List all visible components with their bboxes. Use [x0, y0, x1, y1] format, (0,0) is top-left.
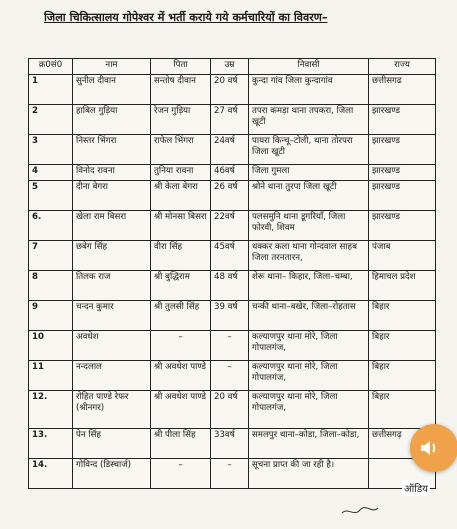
cell-sno: 13.: [29, 429, 73, 459]
cell-address: चन्की थाना–बखेर, जिला–रोहतास: [249, 301, 369, 331]
cell-address: सूचना प्राप्त की जा रही है।: [249, 459, 369, 489]
cell-state: झारखण्ड: [369, 165, 436, 181]
cell-age: 24वर्ष: [211, 135, 249, 165]
cell-sno: 11: [29, 361, 73, 391]
cell-address: श्रोने थाना तुरपा जिला खूटी: [249, 181, 369, 211]
cell-age: 39 वर्ष: [211, 301, 249, 331]
cell-name: निस्तर भिंगरा: [73, 135, 151, 165]
table-row: [29, 271, 436, 301]
cell-state: झारखण्ड: [369, 135, 436, 165]
cell-age: 27 वर्ष: [211, 105, 249, 135]
cell-sno: 6.: [29, 211, 73, 241]
cell-address: धक्कर कला थाना गोन्दवाल साहब जिला तरनतारन,: [249, 241, 369, 271]
cell-father: वीरा सिंह: [151, 241, 211, 271]
header-father: पिता: [151, 59, 211, 75]
cell-father: सन्तोष दीवान: [151, 75, 211, 105]
cell-name: पेन सिंह: [73, 429, 151, 459]
cell-state: बिहार: [369, 361, 436, 391]
cell-father: श्री बुद्धिराम: [151, 271, 211, 301]
cell-state: बिहार: [369, 391, 436, 429]
cell-father: श्री अवधेश पाण्डे: [151, 361, 211, 391]
table-body: [29, 75, 436, 489]
cell-age: 20 वर्ष: [211, 391, 249, 429]
cell-age: 26 वर्ष: [211, 181, 249, 211]
table-row: [29, 429, 436, 459]
cell-address: पलसमुनि थाना डूगरियाँ, जिला फोरवी, शिवम: [249, 211, 369, 241]
cell-address: शेरू थाना– किहार, जिला–चम्बा,: [249, 271, 369, 301]
cell-father: श्री अवधेश पाण्डे: [151, 391, 211, 429]
cell-sno: 8: [29, 271, 73, 301]
table-row: [29, 331, 436, 361]
cell-name: रोहित पाण्डे रेफर (श्रीनगर): [73, 391, 151, 429]
table-row: [29, 211, 436, 241]
cell-age: 45वर्ष: [211, 241, 249, 271]
cell-father: श्री तुलसी सिंह: [151, 301, 211, 331]
cell-name: गोविन्द (डिस्चार्ज): [73, 459, 151, 489]
cell-name: चन्दन कुमार: [73, 301, 151, 331]
cell-father: तुनिया रावना: [151, 165, 211, 181]
cell-state: बिहार: [369, 301, 436, 331]
cell-age: 48 वर्ष: [211, 271, 249, 301]
audio-label: ऑडिय: [402, 480, 430, 496]
cell-sno: 9: [29, 301, 73, 331]
cell-address: पायरा किन्चू–टोली, थाना तोरपरा जिला खूटी: [249, 135, 369, 165]
cell-age: –: [211, 361, 249, 391]
table-row: [29, 75, 436, 105]
header-address: निवासी: [249, 59, 369, 75]
cell-state: झारखण्ड: [369, 211, 436, 241]
cell-father: राफेल भिंगरा: [151, 135, 211, 165]
cell-address: कुन्दा गांव जिला कुन्दागांव: [249, 75, 369, 105]
cell-name: हाबिल गुड़िया: [73, 105, 151, 135]
cell-state: छत्तीसगढ: [369, 75, 436, 105]
cell-address: समलपुर थाना–कोडा, जिला–कोडा,: [249, 429, 369, 459]
table-header-row: [29, 59, 436, 75]
audio-button[interactable]: [410, 424, 457, 472]
cell-age: 46वर्ष: [211, 165, 249, 181]
cell-address: तपरा कमड़ा थाना तपकरा, जिला खूटी: [249, 105, 369, 135]
table-row: [29, 391, 436, 429]
cell-age: 33वर्ष: [211, 429, 249, 459]
cell-father: श्री केला बेगरा: [151, 181, 211, 211]
cell-sno: 10: [29, 331, 73, 361]
cell-name: अवधेश: [73, 331, 151, 361]
cell-age: –: [211, 459, 249, 489]
cell-age: 22वर्ष: [211, 211, 249, 241]
speaker-icon: [418, 436, 442, 460]
cell-sno: 3: [29, 135, 73, 165]
cell-sno: 14.: [29, 459, 73, 489]
cell-state: छत्तीसगढ़: [369, 429, 436, 459]
cell-sno: 12.: [29, 391, 73, 429]
cell-age: 20 वर्ष: [211, 75, 249, 105]
page-title: जिला चिकित्सालय गोपेश्वर में भर्ती कराये गये कर्मचारियों का विवरण–: [44, 11, 328, 24]
cell-father: –: [151, 331, 211, 361]
table-row: [29, 135, 436, 165]
cell-state: हिमाचल प्रदेश: [369, 271, 436, 301]
cell-name: तिलक राज: [73, 271, 151, 301]
cell-address: जिला गुमला: [249, 165, 369, 181]
cell-sno: 4: [29, 165, 73, 181]
table-row: [29, 361, 436, 391]
table-row: [29, 301, 436, 331]
cell-state: बिहार: [369, 331, 436, 361]
header-name: नाम: [73, 59, 151, 75]
cell-state: पंजाब: [369, 241, 436, 271]
cell-name: खेला राम बिसरा: [73, 211, 151, 241]
table-row: [29, 105, 436, 135]
cell-name: छबेग सिंह: [73, 241, 151, 271]
cell-sno: 7: [29, 241, 73, 271]
cell-father: –: [151, 459, 211, 489]
cell-name: सुनील दीवान: [73, 75, 151, 105]
cell-state: झारखण्ड: [369, 181, 436, 211]
cell-sno: 2: [29, 105, 73, 135]
cell-sno: 5: [29, 181, 73, 211]
header-state: राज्य: [369, 59, 436, 75]
header-age: उम्र: [211, 59, 249, 75]
cell-address: कल्याणपुर थाना मोरे, जिला गोपालगंज,: [249, 361, 369, 391]
cell-name: विनोद रावना: [73, 165, 151, 181]
cell-father: रेजन गुड़िया: [151, 105, 211, 135]
cell-father: श्री मोनसा बिसरा: [151, 211, 211, 241]
table-row: [29, 241, 436, 271]
handwritten-mark: [340, 505, 380, 517]
cell-name: दीना बेगरा: [73, 181, 151, 211]
staff-table: [28, 58, 436, 489]
table-row: [29, 165, 436, 181]
table-row: [29, 459, 436, 489]
cell-age: –: [211, 331, 249, 361]
table-row: [29, 181, 436, 211]
header-sno: क्र0सं0: [29, 59, 73, 75]
cell-name: नन्दलाल: [73, 361, 151, 391]
cell-sno: 1: [29, 75, 73, 105]
cell-address: कल्याणपुर थाना मोरे, जिला गोपालगंज,: [249, 391, 369, 429]
cell-state: झारखण्ड: [369, 105, 436, 135]
cell-address: कल्याणपुर थाना मोरे, जिला गोपालगंज,: [249, 331, 369, 361]
cell-father: श्री पीला सिंह: [151, 429, 211, 459]
